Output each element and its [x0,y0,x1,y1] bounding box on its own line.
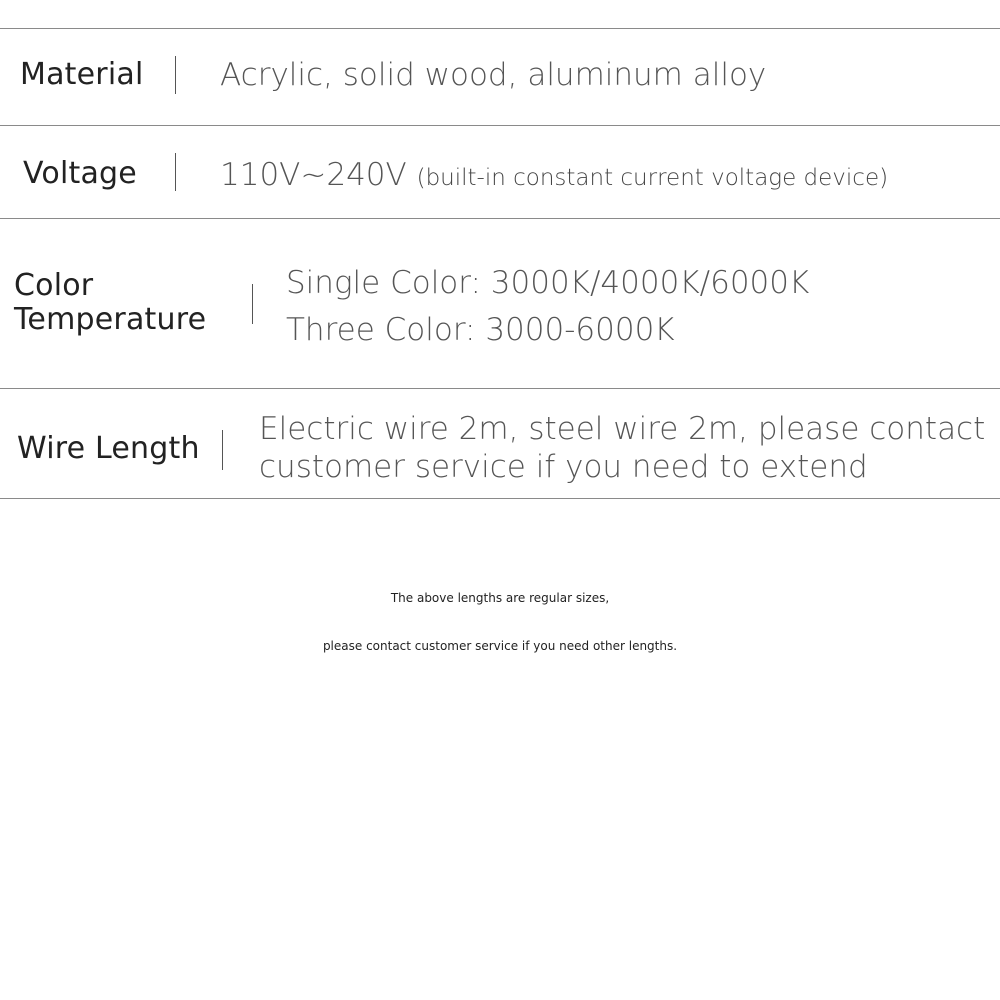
spec-value-voltage-note: (built-in constant current voltage device) [416,165,889,191]
spec-label-material: Material [20,57,144,92]
note-line-2: please contact customer service if you need other lengths. [322,639,678,653]
spec-label-color-temperature-line2: Temperature [14,302,207,337]
divider-material-voltage [0,125,1000,126]
divider-color-wire [0,388,1000,389]
separator [222,430,223,470]
spec-value-three-color: Three Color: 3000-6000K [286,312,675,348]
spec-label-color-temperature-line1: Color [14,268,94,303]
spec-value-voltage-range: 110V~240V [220,157,407,193]
separator [175,153,176,191]
spec-value-material: Acrylic, solid wood, aluminum alloy [220,57,767,93]
spec-value-wire-length-line1: Electric wire 2m, steel wire 2m, please contact [259,411,986,447]
divider-voltage-color [0,218,1000,219]
spec-value-voltage [220,156,888,197]
spec-value-single-color: Single Color: 3000K/4000K/6000K [286,265,810,301]
spec-label-wire-length: Wire Length [17,431,200,466]
note-line-1: The above lengths are regular sizes, [390,591,610,605]
separator [252,284,253,324]
divider-bottom [0,498,1000,499]
separator [175,56,176,94]
divider-top [0,28,1000,29]
spec-label-voltage: Voltage [23,156,137,191]
spec-value-wire-length-line2: customer service if you need to extend [259,449,868,485]
